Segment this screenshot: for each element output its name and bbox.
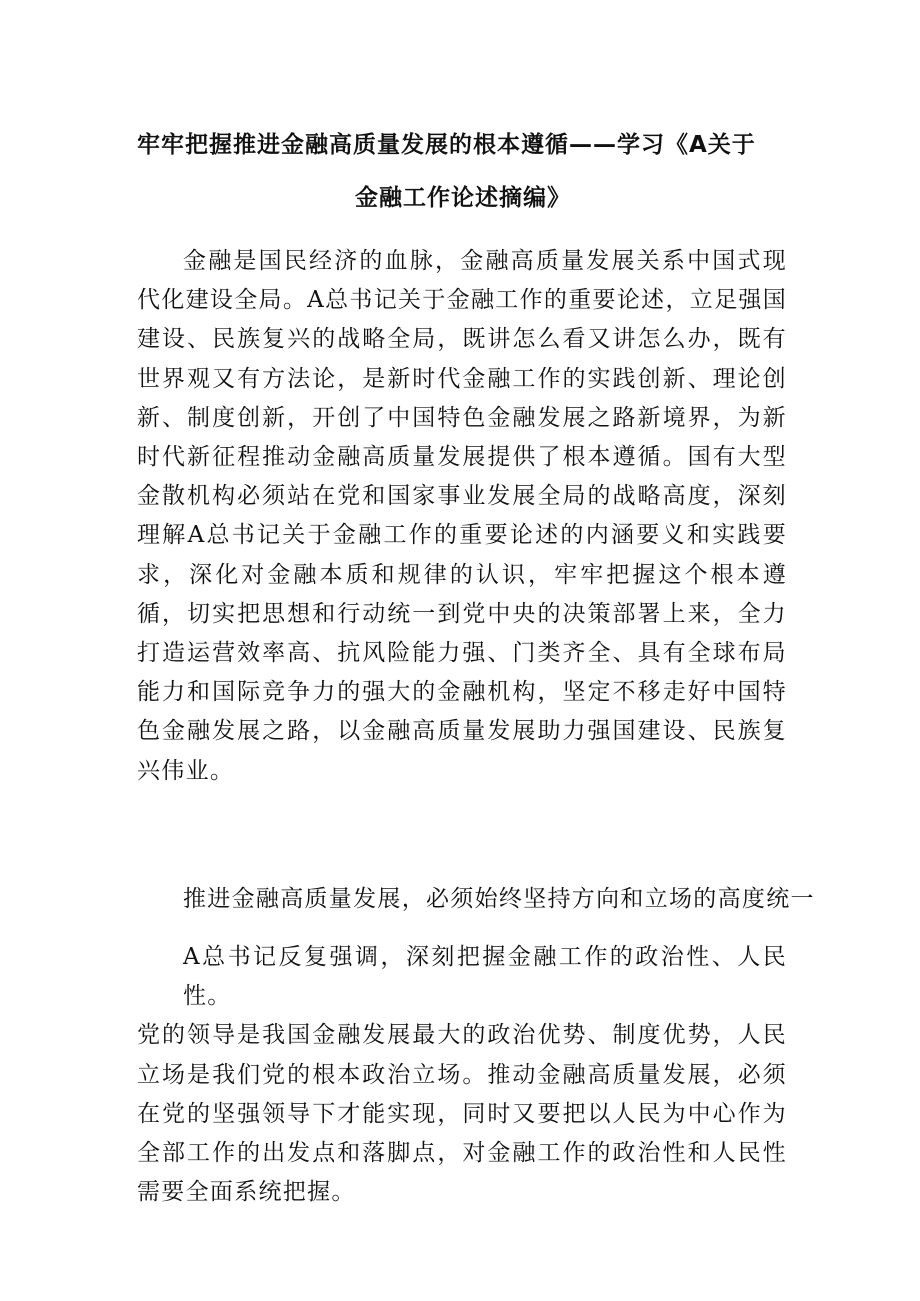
paragraph-first-line: A总书记反复强调，深刻把握金融工作的政治性、人民性。 xyxy=(183,944,787,1010)
section-heading-paragraph: 推进金融高质量发展，必须始终坚持方向和立场的高度统一 xyxy=(183,886,815,912)
document-title-line-2: 金融工作论述摘编》 xyxy=(355,185,571,211)
paragraph-intro: 金融是国民经济的血脉，金融高质量发展关系中国式现代化建设全局。A总书记关于金融工作的重要论述，立足强国建设、民族复兴的战略全局，既讲怎么看又讲怎么办，既有世界观又有方法论，是新时代金融工作的实践创新、理论创新、制度创新，开创了中国特色金融发展之路新境界，为新时代新征程推动金融高质量发展提供了根本遵循。国有大型金散机构必须站在党和国家事业发展全局的战略高度，深刻理解A总书记关于金融工作的重要论述的内涵要义和实践要求，深化对金融本质和规律的认识，牢牢把握这个根本遵循，切实把思想和行动统一到党中央的决策部署上来，全力打造运营效率高、抗风险能力强、门类齐全、具有全球布局能力和国际竞争力的强大的金融机构，坚定不移走好中国特色金融发展之路，以金融高质量发展助力强国建设、民族复兴伟业。 xyxy=(137,248,787,784)
document-title-line-1: 牢牢把握推进金融高质量发展的根本遵循——学习《A关于 xyxy=(137,132,756,158)
paragraph-political-nature xyxy=(137,938,787,1212)
paragraph-body: 党的领导是我国金融发展最大的政治优势、制度优势，人民立场是我们党的根本政治立场。推动金融高质量发展，必须在党的坚强领导下才能实现，同时又要把以人民为中心作为全部工作的出发点和落脚点，对金融工作的政治性和人民性需要全面系统把握。 xyxy=(137,1022,787,1206)
